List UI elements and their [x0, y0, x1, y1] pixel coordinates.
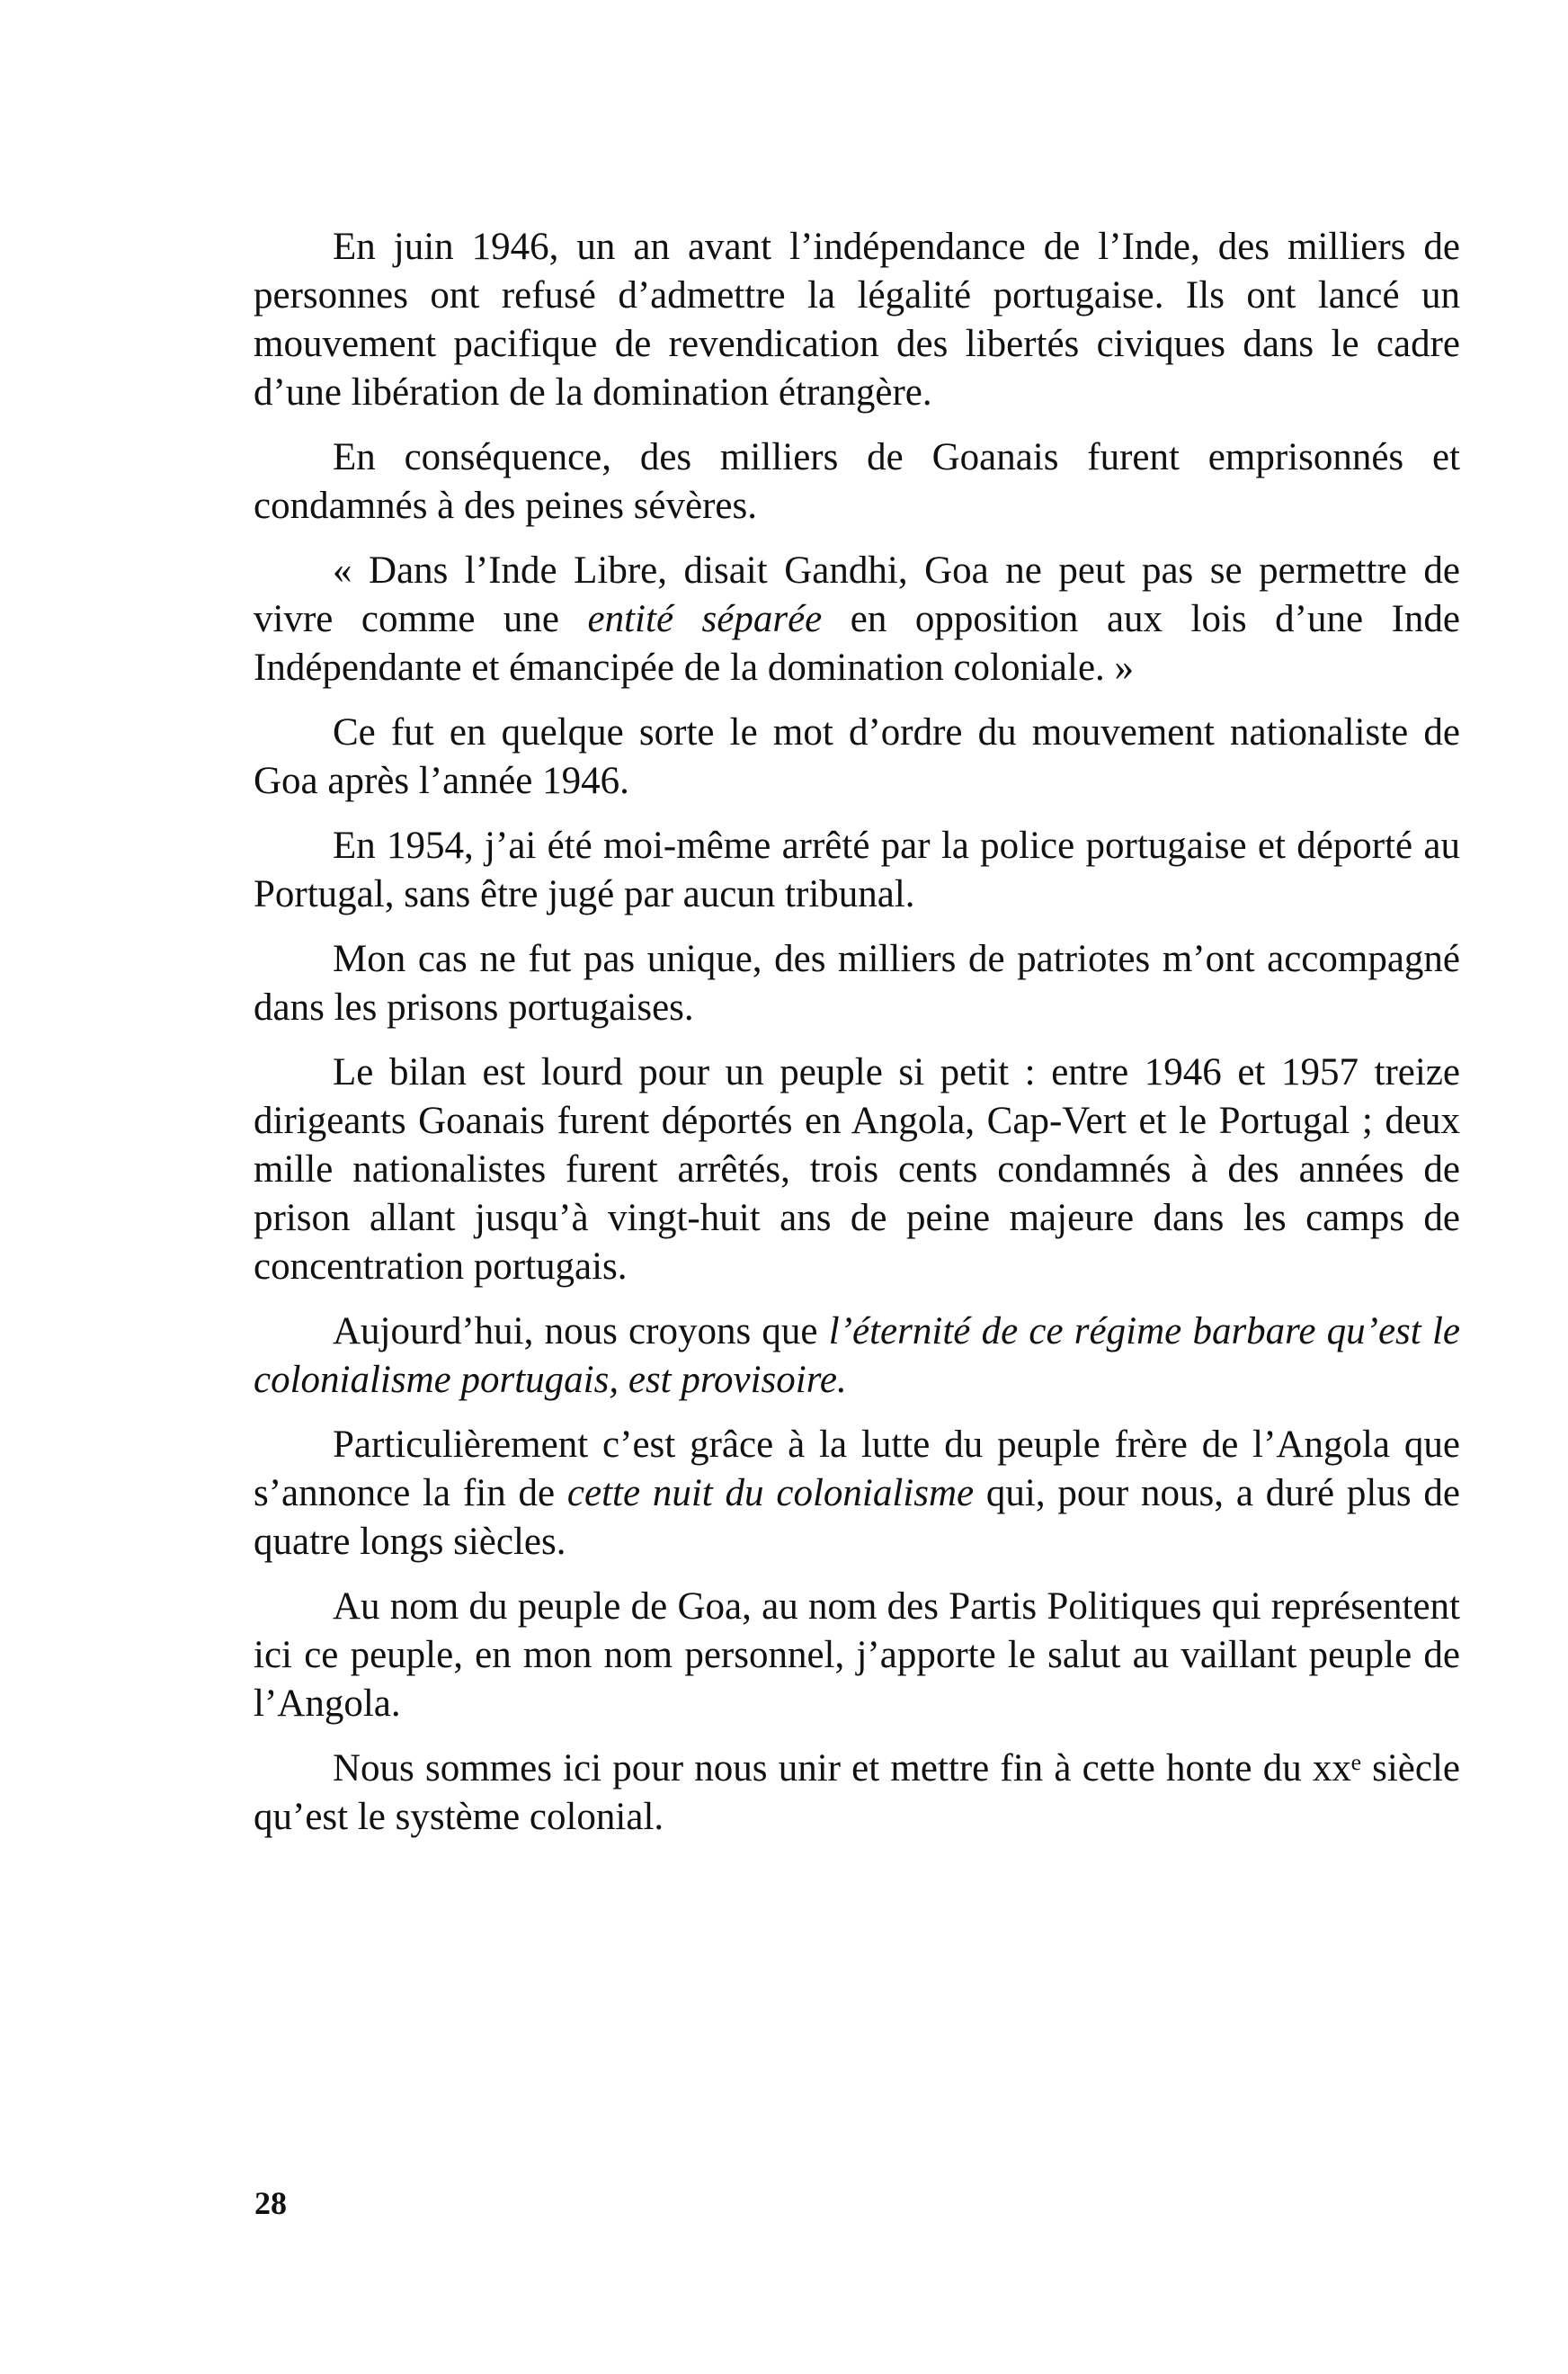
- paragraph-2-text: En conséquence, des milliers de Goanais furent emprisonnés et condamnés à des peines sévères.: [254, 436, 1460, 527]
- paragraph-4: [254, 709, 1460, 806]
- paragraph-5-text: En 1954, j’ai été moi-même arrêté par la police portugaise et déporté au Portugal, sans être jugé par aucun tribunal.: [254, 825, 1460, 915]
- paragraph-11-text: Nous sommes ici pour nous unir et mettre fin à cette honte du xxᵉ siècle qu’est le système colonial.: [254, 1747, 1460, 1838]
- paragraph-9: [254, 1421, 1460, 1566]
- paragraph-10: [254, 1583, 1460, 1728]
- paragraph-6-text: Mon cas ne fut pas unique, des milliers de patriotes m’ont accompagné dans les prisons portugaises.: [254, 938, 1460, 1029]
- page-number: 28: [254, 2185, 287, 2221]
- paragraph-3-italic: entité séparée: [587, 598, 823, 640]
- paragraph-10-text: Au nom du peuple de Goa, au nom des Partis Politiques qui représentent ici ce peuple, en mon nom personnel, j’apporte le salut au vaillant peuple de l’Angola.: [254, 1585, 1460, 1725]
- paragraph-6: [254, 935, 1460, 1032]
- paragraph-9-text-b: qui, pour nous, a duré plus de quatre longs siècles.: [254, 1472, 1460, 1563]
- paragraph-1: [254, 223, 1460, 417]
- paragraph-9-italic: cette nuit du colonialisme: [566, 1472, 975, 1514]
- paragraph-1-text: En juin 1946, un an avant l’indépendance de l’Inde, des milliers de personnes ont refusé d’admettre la légalité portugaise. Ils ont lancé un mouvement pacifique de revendication des libertés civiques dans le cadre d’une libération de la domination étrangère.: [254, 226, 1460, 414]
- paragraph-7-text: Le bilan est lourd pour un peuple si petit : entre 1946 et 1957 treize dirigeants Goanais furent déportés en Angola, Cap-Vert et le Portugal ; deux mille nationalistes furent arrêtés, trois cents condamnés à des années de prison allant jusqu’à vingt-huit ans de peine majeure dans les camps de concentration portugais.: [254, 1051, 1460, 1288]
- paragraph-11: [254, 1745, 1460, 1842]
- paragraph-8: [254, 1307, 1460, 1405]
- paragraph-3-text-b: en opposition aux lois d’une Inde Indépendante et émancipée de la domination coloniale. »: [254, 598, 1460, 689]
- body-text: [254, 223, 1460, 1858]
- paragraph-9-text-a: Particulièrement c’est grâce à la lutte du peuple frère de l’Angola que s’annonce la fin de: [254, 1424, 1460, 1514]
- paragraph-8-italic: l’éternité de ce régime barbare qu’est le colonialisme portugais, est provisoire.: [254, 1310, 1460, 1401]
- paragraph-8-text: Aujourd’hui, nous croyons que: [333, 1310, 829, 1352]
- paragraph-2: [254, 433, 1460, 531]
- paragraph-5: [254, 822, 1460, 919]
- paragraph-3-text-a: « Dans l’Inde Libre, disait Gandhi, Goa ne peut pas se permettre de vivre comme une: [254, 549, 1460, 640]
- paragraph-4-text: Ce fut en quelque sorte le mot d’ordre du mouvement nationaliste de Goa après l’année 1946.: [254, 711, 1460, 802]
- paragraph-3: [254, 547, 1460, 692]
- paragraph-7: [254, 1049, 1460, 1291]
